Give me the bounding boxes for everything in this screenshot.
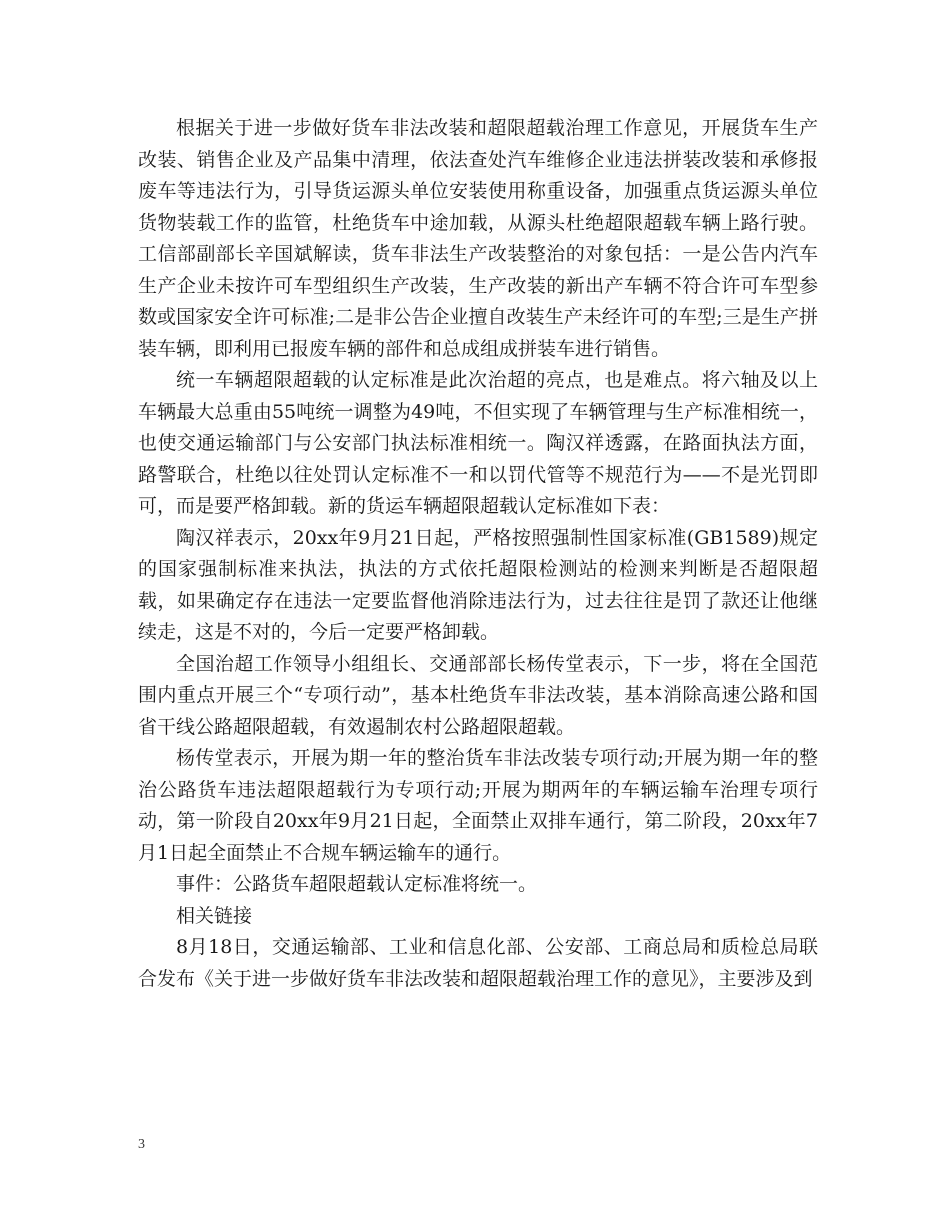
document-body [138, 113, 818, 995]
paragraph-august-release: 8月18日，交通运输部、工业和信息化部、公安部、工商总局和质检总局联合发布《关于进一步做好货车非法改装和超限超载治理工作的意见》，主要涉及到 [138, 936, 818, 990]
paragraph-action-plan: 杨传堂表示，开展为期一年的整治货车非法改装专项行动;开展为期一年的整治公路货车违法超限超载行为专项行动;开展为期两年的车辆运输车治理专项行动，第一阶段自20xx年9月21日起，全面禁止双排车通行，第二阶段，20xx年7月1日起全面禁止不合规车辆运输车的通行。 [138, 747, 818, 864]
paragraph-rectification: 根据关于进一步做好货车非法改装和超限超载治理工作意见，开展货车生产改装、销售企业及产品集中清理，依法查处汽车维修企业违法拼装改装和承修报废车等违法行为，引导货运源头单位安装使用称重设备，加强重点货运源头单位货物装载工作的监管，杜绝货车中途加载，从源头杜绝超限超载车辆上路行驶。工信部副部长辛国斌解读，货车非法生产改装整治的对象包括：一是公告内汽车生产企业未按许可车型组织生产改装，生产改装的新出产车辆不符合许可车型参数或国家安全许可标准;二是非公告企业擅自改装生产未经许可的车型;三是生产拼装车辆，即利用已报废车辆的部件和总成组成拼装车进行销售。 [138, 117, 818, 360]
paragraph-enforcement: 陶汉祥表示，20xx年9月21日起，严格按照强制性国家标准(GB1589)规定的国家强制标准来执法，执法的方式依托超限检测站的检测来判断是否超限超载，如果确定存在违法一定要监督他消除违法行为，过去往往是罚了款还让他继续走，这是不对的，今后一定要严格卸载。 [138, 526, 818, 643]
paragraph-event: 事件：公路货车超限超载认定标准将统一。 [176, 873, 538, 895]
page-number: 3 [138, 1137, 145, 1152]
paragraph-special-actions: 全国治超工作领导小组组长、交通部部长杨传堂表示，下一步，将在全国范围内重点开展三个“专项行动”，基本杜绝货车非法改装，基本消除高速公路和国省干线公路超限超载，有效遏制农村公路超限超载。 [138, 652, 818, 738]
paragraph-related-links: 相关链接 [176, 904, 253, 927]
paragraph-standard: 统一车辆超限超载的认定标准是此次治超的亮点，也是难点。将六轴及以上车辆最大总重由55吨统一调整为49吨，不但实现了车辆管理与生产标准相统一，也使交通运输部门与公安部门执法标准相统一。陶汉祥透露，在路面执法方面，路警联合，杜绝以往处罚认定标准不一和以罚代管等不规范行为——不是光罚即可，而是要严格卸载。新的货运车辆超限超载认定标准如下表： [138, 369, 818, 517]
